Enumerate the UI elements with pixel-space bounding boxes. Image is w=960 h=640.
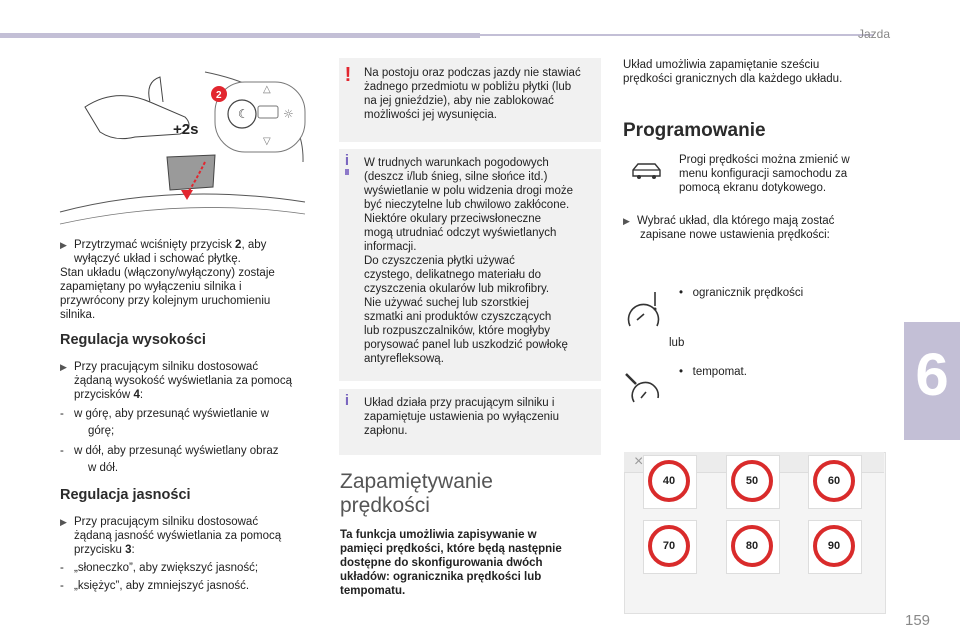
- arrow-icon: ▶: [623, 216, 630, 226]
- programming-title: Programowanie: [623, 120, 766, 141]
- callout-2: 2: [216, 90, 222, 101]
- speed-sign-50[interactable]: 50: [731, 460, 773, 502]
- svg-text:△: △: [263, 84, 271, 95]
- info-icon: i: [344, 152, 350, 169]
- moon-icon: ☾: [238, 107, 249, 121]
- instruction-retract: ▶ Przytrzymać wciśnięty przycisk 2, aby wyłączyć układ i schować płytkę.: [60, 239, 267, 265]
- option-cruise: • tempomat.: [679, 366, 747, 378]
- speed-sign-60[interactable]: 60: [813, 460, 855, 502]
- page-number: 159: [905, 612, 931, 629]
- info-memory-text: Układ działa przy pracującym silniku i zapamiętuje ustawienia po wyłączeniu zapłonu.: [364, 397, 559, 437]
- svg-text:▽: ▽: [263, 136, 271, 147]
- brightness-title: Regulacja jasności: [60, 487, 191, 503]
- speed-limiter-icon: [624, 288, 664, 332]
- hold-badge: +2s: [173, 121, 199, 138]
- or-label: lub: [669, 337, 685, 349]
- sun-icon: ☼: [283, 107, 294, 121]
- arrow-icon: ▶: [60, 517, 67, 527]
- status-paragraph: Stan układu (włączony/wyłączony) zostaje zapamiętany po wyłączeniu silnika i przywrócony przy kolejnym uruchomieniu silnika.: [60, 267, 275, 321]
- info-weather-text: W trudnych warunkach pogodowych (deszcz i/lub śnieg, silne słońce itd.) wyświetlanie w polu widzenia drogi może być nieczytelne lub chwilowo zakłócone. Niektóre okulary przeciwsłoneczne mogą utrudniać odczyt wyświetlanych informacji. Do czyszczenia płytki używać czystego, delikatnego materiału do czyszczenia okularów lub mikrofibry. Nie używać suchej lub szorstkiej szmatki ani produktów czyszczących lub rozpuszczalników, które mogłyby porysować panel lub uszkodzić powłokę antyrefleksową.: [364, 157, 574, 365]
- memory-title: Zapamiętywanie prędkości: [340, 470, 493, 517]
- memory-intro: Ta funkcja umożliwia zapisywanie w pamięci prędkości, które będą następnie dostępne do skonfigurowania dwóch układów: ogranicznika prędkości lub tempomatu.: [340, 529, 562, 597]
- chapter-title: Jazda: [857, 27, 890, 41]
- warning-icon: !: [344, 64, 352, 86]
- header-bar-right: [480, 34, 874, 36]
- close-icon[interactable]: ×: [634, 453, 644, 470]
- arrow-icon: ▶: [60, 240, 67, 250]
- car-note: Progi prędkości można zmienić w menu konfiguracji samochodu za pomocą ekranu dotykowego.: [679, 154, 850, 194]
- height-instructions: ▶ Przy pracującym silniku dostosować żądaną wysokość wyświetlania za pomocą przycisków 4: - w górę, aby przesunąć wyświetlanie w górę; - w dół, aby przesunąć wyświetlany obraz w dół.: [60, 361, 292, 474]
- info-icon: i: [344, 392, 350, 409]
- speed-sign-40[interactable]: 40: [648, 460, 690, 502]
- chapter-number: 6: [915, 341, 949, 408]
- car-icon: [631, 160, 663, 182]
- select-instruction: ▶ Wybrać układ, dla którego mają zostać zapisane nowe ustawienia prędkości:: [623, 215, 835, 241]
- speed-sign-90[interactable]: 90: [813, 525, 855, 567]
- warning-text: Na postoju oraz podczas jazdy nie stawiać żadnego przedmiotu w pobliżu płytki (lub na jej gnieździe), aby nie zablokować możliwości jej wysunięcia.: [364, 67, 581, 121]
- arrow-icon: ▶: [60, 362, 67, 372]
- speed-sign-80[interactable]: 80: [731, 525, 773, 567]
- cruise-control-icon: [624, 370, 664, 406]
- speed-sign-70[interactable]: 70: [648, 525, 690, 567]
- option-limiter: • ogranicznik prędkości: [679, 287, 804, 299]
- header-bar-left: [0, 33, 480, 38]
- right-intro: Układ umożliwia zapamiętanie sześciu prędkości granicznych dla każdego układu.: [623, 59, 843, 85]
- hud-illustration: [55, 62, 310, 232]
- height-title: Regulacja wysokości: [60, 332, 206, 348]
- brightness-instructions: ▶ Przy pracującym silniku dostosować żądaną jasność wyświetlania za pomocą przycisku 3: - „słoneczko”, aby zwiększyć jasność; - „księżyc”, aby zmniejszyć jasność.: [60, 516, 282, 592]
